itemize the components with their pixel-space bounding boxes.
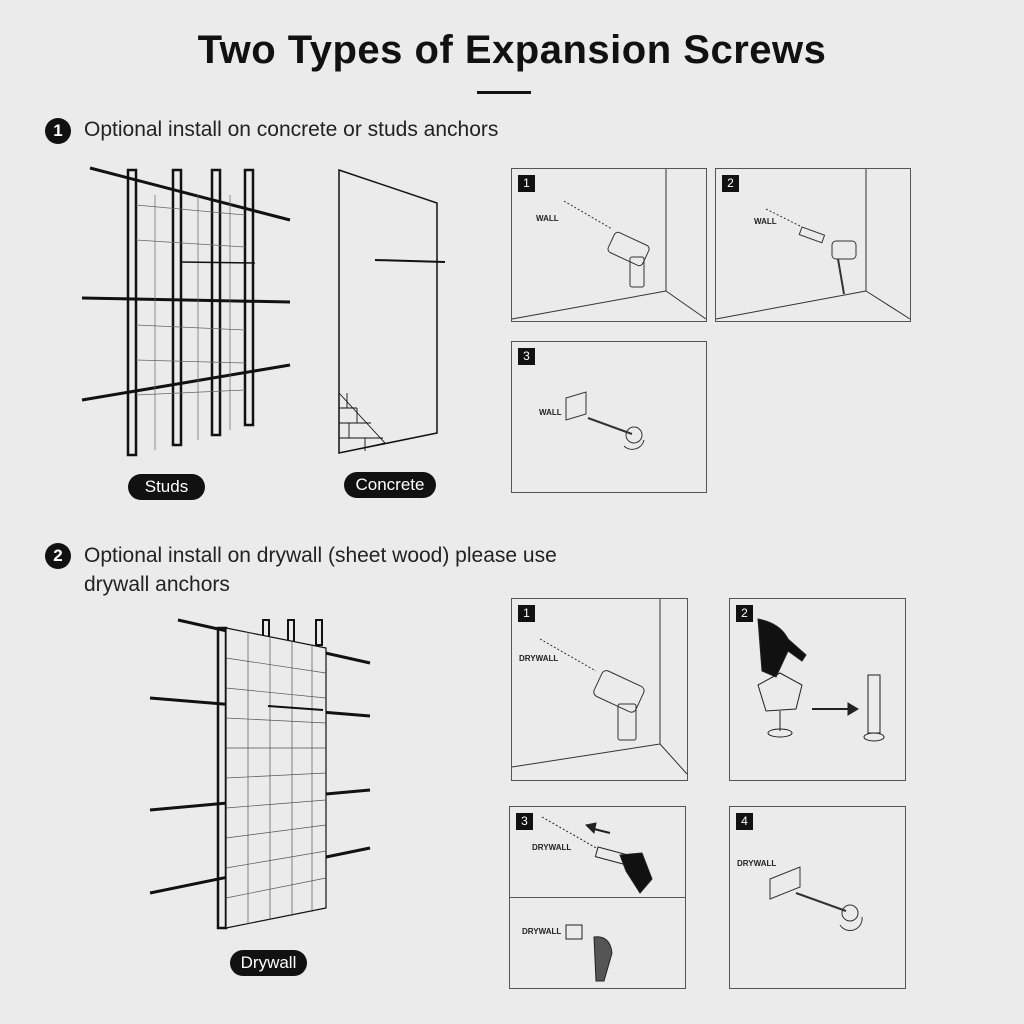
s2-step-4-panel (729, 806, 906, 989)
page-title: Two Types of Expansion Screws (197, 28, 827, 72)
drill-icon (512, 599, 687, 780)
s2-step-2-panel (729, 598, 906, 781)
s1-step-2-number: 2 (722, 175, 739, 192)
title-divider (477, 91, 531, 94)
section-1-number: 1 (45, 118, 71, 144)
s2-step-1-panel (511, 598, 688, 781)
s1-step-3-number: 3 (518, 348, 535, 365)
section-2-number: 2 (45, 543, 71, 569)
s1-step-2-label: WALL (754, 217, 777, 226)
s1-step-3-panel (511, 341, 707, 493)
s1-step-1-label: WALL (536, 214, 559, 223)
s2-step-3-label: DRYWALL (532, 843, 572, 852)
arrow-icon (510, 807, 685, 988)
section-2-text-line-1: Optional install on drywall (sheet wood) please use (84, 544, 557, 567)
bracket-icon (730, 807, 905, 988)
section-2-text-line-2: drywall anchors (84, 573, 230, 596)
concrete-label: Concrete (344, 472, 436, 498)
s2-step-4-label: DRYWALL (737, 859, 777, 868)
studs-label: Studs (128, 474, 205, 500)
s2-step-3-number: 3 (516, 813, 533, 830)
s1-step-3-label: WALL (539, 408, 562, 417)
hammer-icon (716, 169, 910, 321)
s2-step-3-panel (509, 806, 686, 989)
hand-icon (730, 599, 905, 780)
s2-step-1-number: 1 (518, 605, 535, 622)
s1-step-1-panel (511, 168, 707, 322)
s2-step-2-number: 2 (736, 605, 753, 622)
section-1-text: Optional install on concrete or studs anchors (84, 118, 499, 141)
studs-wall-illustration (80, 165, 295, 460)
s1-step-1-number: 1 (518, 175, 535, 192)
drywall-label: Drywall (230, 950, 307, 976)
s2-step-4-number: 4 (736, 813, 753, 830)
drill-icon (512, 169, 706, 321)
s2-step-3-label-b: DRYWALL (522, 927, 562, 936)
s2-step-1-label: DRYWALL (519, 654, 559, 663)
s1-step-2-panel (715, 168, 911, 322)
screw-icon (512, 342, 706, 492)
drywall-wall-illustration (148, 618, 373, 933)
concrete-wall-illustration (335, 168, 440, 458)
